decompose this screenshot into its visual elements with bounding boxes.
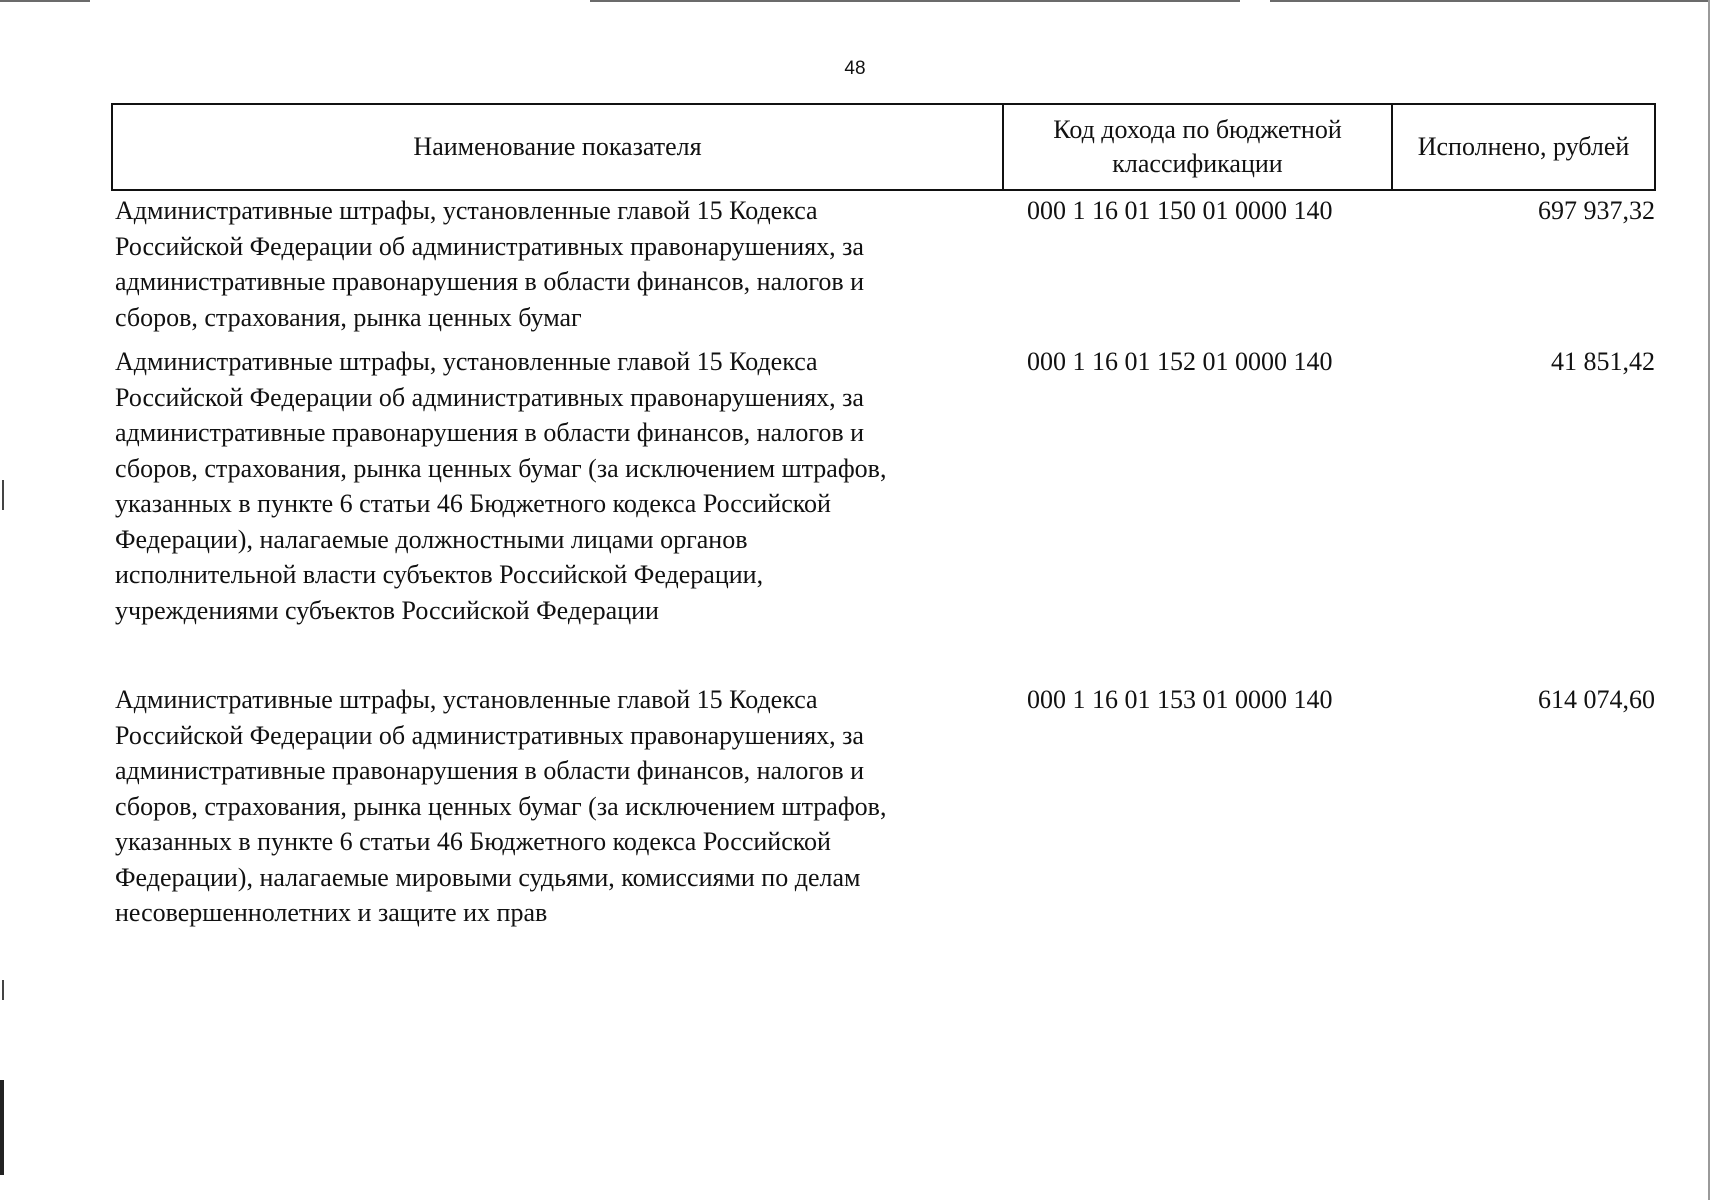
header-name-label: Наименование показателя — [413, 132, 702, 161]
row-name-line: административные правонарушения в области финансов, налогов и — [115, 756, 865, 785]
header-name-cell — [113, 105, 1004, 189]
row-amount-cell: 614 074,60 — [1538, 685, 1655, 714]
row-name-cell — [115, 682, 975, 931]
scan-top-edge-gap — [90, 0, 590, 2]
header-amount-label: Исполнено, рублей — [1417, 132, 1630, 161]
row-amount-cell: 41 851,42 — [1551, 347, 1655, 376]
scan-top-edge-gap — [1240, 0, 1270, 2]
row-code-cell: 000 1 16 01 152 01 0000 140 — [1027, 347, 1333, 376]
row-name-line: Российской Федерации об административных правонарушениях, за — [115, 382, 864, 412]
row-name-line: Административные штрафы, установленные главой 15 Кодекса — [115, 196, 818, 225]
row-name-line: сборов, страхования, рынка ценных бумаг — [115, 302, 582, 332]
row-code-cell: 000 1 16 01 153 01 0000 140 — [1027, 685, 1333, 714]
header-amount-cell — [1393, 105, 1654, 189]
row-name-line: несовершеннолетних и защите их прав — [115, 898, 548, 927]
header-code-label-line2: классификации — [1112, 149, 1283, 178]
row-name-line: Административные штрафы, установленные главой 15 Кодекса — [115, 347, 818, 376]
row-amount-cell: 697 937,32 — [1538, 196, 1655, 225]
scan-left-binding-mark — [0, 1080, 4, 1175]
row-name-line: сборов, страхования, рынка ценных бумаг (за исключением штрафов, — [115, 791, 887, 821]
page-number: 48 — [844, 58, 866, 79]
row-name-line: Российской Федерации об административных правонарушениях, за — [115, 720, 864, 750]
scan-left-mark — [2, 480, 4, 510]
scan-left-mark — [2, 980, 4, 1000]
row-name-line: Административные штрафы, установленные главой 15 Кодекса — [115, 685, 818, 714]
row-name-line: Российской Федерации об административных правонарушениях, за — [115, 231, 864, 261]
row-name-line: исполнительной власти субъектов Российской Федерации, — [115, 560, 764, 589]
row-name-line: учреждениями субъектов Российской Федерации — [115, 595, 659, 625]
table-header — [111, 103, 1656, 191]
row-name-cell — [115, 193, 975, 335]
row-name-line: административные правонарушения в области финансов, налогов и — [115, 418, 865, 447]
row-name-line: Федерации), налагаемые мировыми судьями, комиссиями по делам — [115, 862, 861, 892]
header-code-cell — [1004, 105, 1393, 189]
row-name-line: указанных в пункте 6 статьи 46 Бюджетного кодекса Российской — [115, 827, 831, 856]
row-name-cell — [115, 344, 975, 628]
row-name-line: сборов, страхования, рынка ценных бумаг (за исключением штрафов, — [115, 453, 887, 483]
row-name-line: указанных в пункте 6 статьи 46 Бюджетного кодекса Российской — [115, 489, 831, 518]
row-code-cell: 000 1 16 01 150 01 0000 140 — [1027, 196, 1333, 225]
row-name-line: административные правонарушения в области финансов, налогов и — [115, 267, 865, 296]
header-code-label-line1: Код дохода по бюджетной — [1053, 115, 1342, 144]
row-name-line: Федерации), налагаемые должностными лицами органов — [115, 524, 748, 554]
